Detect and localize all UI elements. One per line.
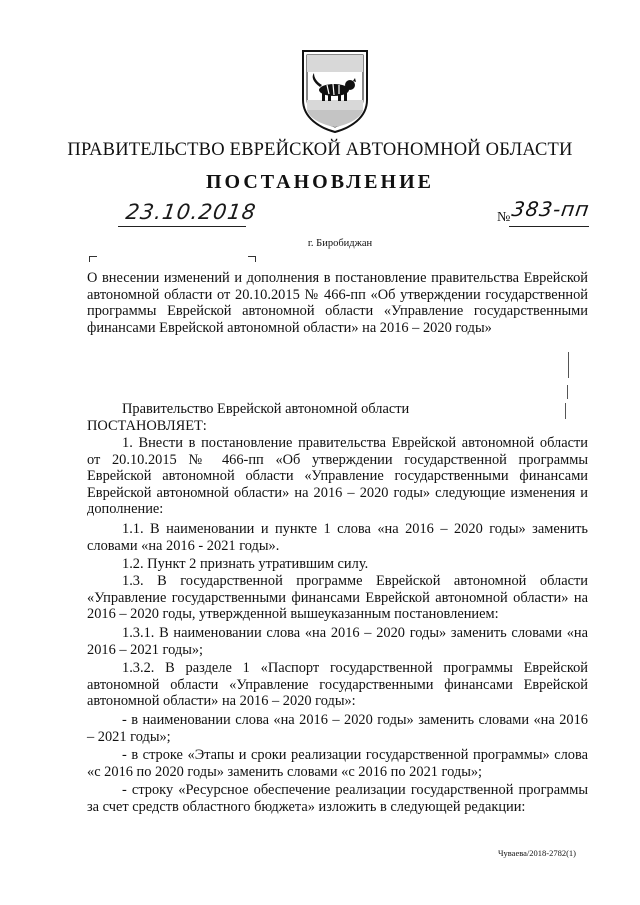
issuer-line: Правительство Еврейской автономной области xyxy=(122,401,410,417)
number-underline xyxy=(509,226,589,227)
paragraph-1-3-1: 1.3.1. В наименовании слова «на 2016 – 2020 годы» заменить словами «на 2016 – 2021 годы»; xyxy=(87,625,588,658)
margin-mark xyxy=(567,385,568,399)
document-subject: О внесении изменений и дополнения в постановление правительства Еврейской автономной области от 20.10.2015 № 466-пп «Об утверждении государственной программы Еврейской автономной области «Управление государственными финансами Еврейской автономной области» на 2016 – 2020 годы» xyxy=(87,270,588,336)
handwritten-date: 23.10.2018 xyxy=(124,200,258,224)
resolves-line: ПОСТАНОВЛЯЕТ: xyxy=(87,418,207,434)
corner-mark-right xyxy=(248,256,256,262)
government-name: ПРАВИТЕЛЬСТВО ЕВРЕЙСКОЙ АВТОНОМНОЙ ОБЛАСТИ xyxy=(67,140,573,160)
dash-item-1: - в наименовании слова «на 2016 – 2020 годы» заменить словами «на 2016 – 2021 годы»; xyxy=(87,712,588,745)
paragraph-1-3: 1.3. В государственной программе Еврейской автономной области «Управление государственными финансами Еврейской автономной области» на 2016 – 2020 годы, утвержденной вышеуказанным постановлением: xyxy=(87,573,588,622)
dash-item-3: - строку «Ресурсное обеспечение реализации государственной программы за счет средств областного бюджета» изложить в следующей редакции: xyxy=(87,782,588,815)
handwritten-number: 383-пп xyxy=(510,197,592,221)
paragraph-1-3-2: 1.3.2. В разделе 1 «Паспорт государственной программы Еврейской автономной области «Управление государственными финансами Еврейской автономной области» на 2016 – 2020 годы»: xyxy=(87,660,588,709)
document-type: ПОСТАНОВЛЕНИЕ xyxy=(206,171,434,193)
paragraph-1: 1. Внести в постановление правительства Еврейской автономной области от 20.10.2015 № 466-пп «Об утверждении государственной программы Еврейской автономной области «Управление государственными финансами Еврейской автономной области» на 2016 – 2020 годы» следующие изменения и дополнение: xyxy=(87,435,588,517)
number-sign: № xyxy=(497,210,511,225)
corner-mark-left xyxy=(89,256,97,262)
paragraph-1-1: 1.1. В наименовании и пункте 1 слова «на 2016 – 2020 годы» заменить словами «на 2016 - 2021 годы». xyxy=(87,521,588,554)
margin-mark xyxy=(568,352,569,378)
footer-reference: Чуваева/2018-2782(1) xyxy=(498,848,576,858)
coat-of-arms-tiger-icon xyxy=(300,48,370,134)
city-name: г. Биробиджан xyxy=(307,238,373,249)
paragraph-1-2: 1.2. Пункт 2 признать утратившим силу. xyxy=(122,556,369,572)
date-underline xyxy=(118,226,246,227)
dash-item-2: - в строке «Этапы и сроки реализации государственной программы» слова «с 2016 по 2020 годы» заменить словами «с 2016 по 2021 годы»; xyxy=(87,747,588,780)
